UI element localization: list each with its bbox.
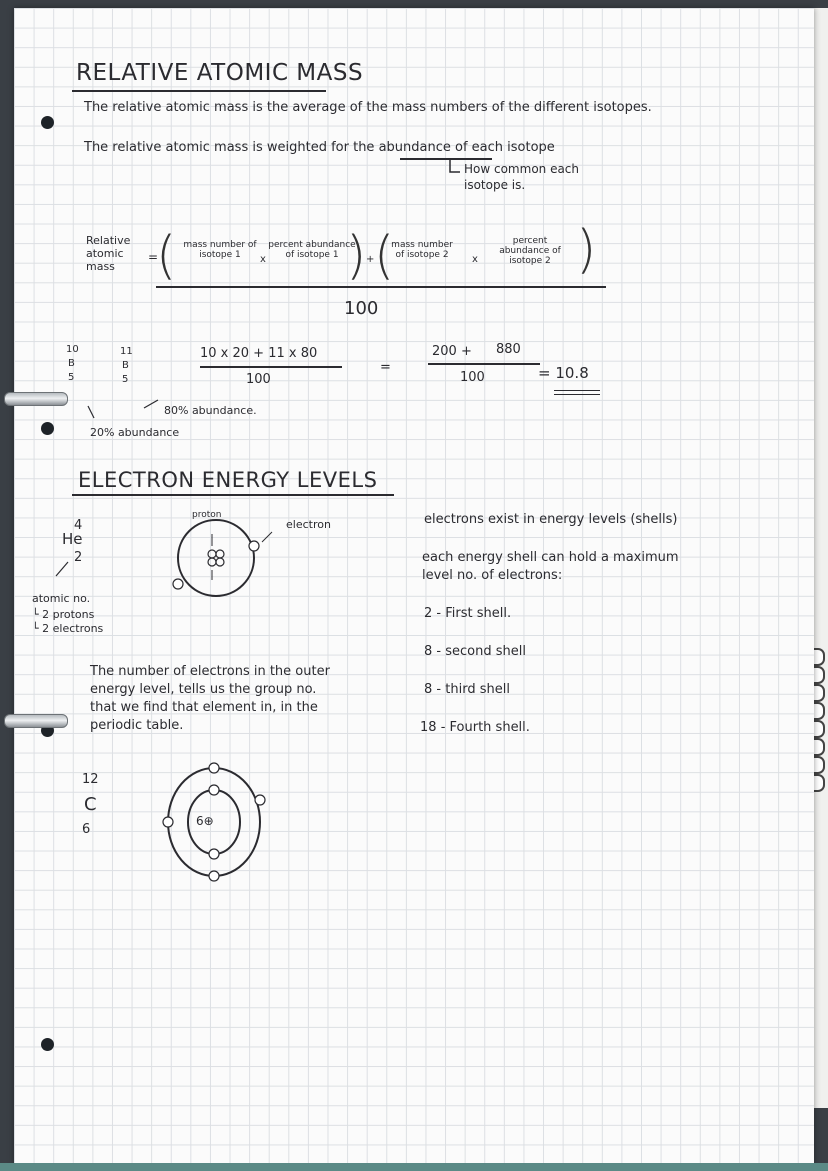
paren-left: ( (156, 226, 177, 286)
isotope-1-atomic-number: 5 (68, 372, 75, 383)
punch-hole (41, 116, 54, 129)
shell-item: 2 - First shell. (424, 606, 512, 621)
definition-line-2: The relative atomic mass is weighted for the abundance of each isotope (84, 140, 555, 155)
punch-hole (41, 1038, 54, 1051)
isotope-1-abundance: 20% abundance (90, 426, 180, 439)
formula-plus: + (366, 254, 375, 265)
atomic-number-label: atomic no. (32, 592, 91, 605)
arrow-icon (86, 404, 106, 424)
example-fraction-line (200, 366, 342, 368)
isotope-2-atomic-number: 5 (122, 374, 129, 385)
electrons-note: 2 electrons (42, 622, 104, 635)
paren-right: ) (346, 226, 367, 286)
protons-note: 2 protons (42, 608, 95, 621)
paren-left: ( (374, 226, 395, 286)
helium-atomic-number: 2 (74, 550, 83, 565)
carbon-mass-number: 12 (82, 772, 99, 787)
abundance-note: How common each isotope is. (464, 162, 580, 192)
formula-denominator: 100 (344, 298, 379, 319)
term2-mass: mass number of isotope 2 (391, 240, 453, 260)
carbon-atom-diagram (150, 756, 280, 886)
example-denominator: 100 (246, 372, 271, 387)
shells-max-text-2: level no. of electrons: (422, 568, 563, 583)
carbon-nucleus: 6⊕ (196, 814, 214, 828)
helium-mass-number: 4 (74, 518, 83, 533)
punch-hole (41, 422, 54, 435)
example-numerator-2a: 200 + (432, 344, 472, 359)
result-underline (554, 390, 600, 391)
section-title: ELECTRON ENERGY LEVELS (78, 468, 378, 492)
formula-fraction-line (156, 286, 606, 288)
paren-right: ) (576, 220, 597, 280)
outer-shell-text-2: energy level, tells us the group no. (90, 682, 317, 697)
term1-times: x (260, 254, 266, 265)
carbon-atomic-number: 6 (82, 822, 91, 837)
helium-atom-diagram (164, 506, 284, 616)
example-denominator-2: 100 (460, 370, 485, 385)
electron-label: electron (286, 518, 331, 531)
result-underline (554, 394, 600, 395)
shell-item: 8 - second shell (424, 644, 526, 659)
binder-ring (4, 714, 68, 728)
isotope-2-abundance: 80% abundance. (164, 404, 257, 417)
definition-line-1: The relative atomic mass is the average of the mass numbers of the different isotopes. (84, 100, 652, 115)
shells-intro: electrons exist in energy levels (shells) (424, 512, 678, 527)
proton-label: proton (192, 510, 222, 520)
carbon-symbol: C (84, 794, 97, 815)
shell-item: 18 - Fourth shell. (420, 720, 530, 735)
binder-ring (4, 392, 68, 406)
formula-equals: = (148, 250, 159, 264)
isotope-2-symbol: B (122, 360, 129, 371)
isotope-1-symbol: B (68, 358, 75, 369)
helium-symbol: He (62, 530, 83, 548)
title-underline (72, 90, 326, 92)
arrow-icon (54, 560, 74, 580)
isotope-2-mass-number: 11 (120, 346, 133, 357)
term1-mass: mass number of isotope 1 (183, 240, 257, 260)
shell-item: 8 - third shell (424, 682, 510, 697)
outer-shell-text-4: periodic table. (90, 718, 184, 733)
isotope-1-mass-number: 10 (66, 344, 79, 355)
example-numerator-2b: 880 (496, 342, 521, 357)
formula-lhs: Relative atomic mass (86, 234, 131, 273)
term1-abundance: percent abundance of isotope 1 (268, 240, 356, 260)
outer-shell-text-1: The number of electrons in the outer (90, 664, 330, 679)
section-title-underline (72, 494, 394, 496)
term2-times: x (472, 254, 478, 265)
example-equals: = (380, 360, 391, 375)
example-numerator: 10 x 20 + 11 x 80 (200, 346, 318, 361)
outer-shell-text-3: that we find that element in, in the (90, 700, 318, 715)
shells-max-text-1: each energy shell can hold a maximum (422, 550, 679, 565)
term2-abundance: percent abundance of isotope 2 (499, 236, 561, 266)
example-result: = 10.8 (538, 364, 589, 382)
notebook-page: RELATIVE ATOMIC MASS The relative atomic mass is the average of the mass numbers of the different isotopes. The relative atomic mass is weighted for the abundance of each isotope How common each isotope is. Relative atomic mass = ( mass number of isotope 1 x percent abundance of isotope 1 ) + ( mass number of isotope 2 x percent abundance of isotope 2 ) 100 10 B 5 11 B 5 80% abundance. 20% abundance 10 x 20 + 11 x 80 100 = 200 + 880 100 = 10.8 ELECTRON ENERGY LEVELS 4 He 2 atomic no. └ 2 protons └ 2 electrons proton electron The number of electrons in the outer energy level, tells us the group no. that we find that element in, in the periodic table. 12 C 6 6⊕ electrons exist in energy levels (shells) each energy shell can hold a maximum level no. of electrons: 2 - First shell. 8 - second shell 8 - third shell 18 - Fourth shell. (14, 8, 814, 1164)
bottom-edge (0, 1163, 828, 1171)
page-title: RELATIVE ATOMIC MASS (76, 60, 364, 86)
example-fraction-line-2 (428, 363, 540, 365)
